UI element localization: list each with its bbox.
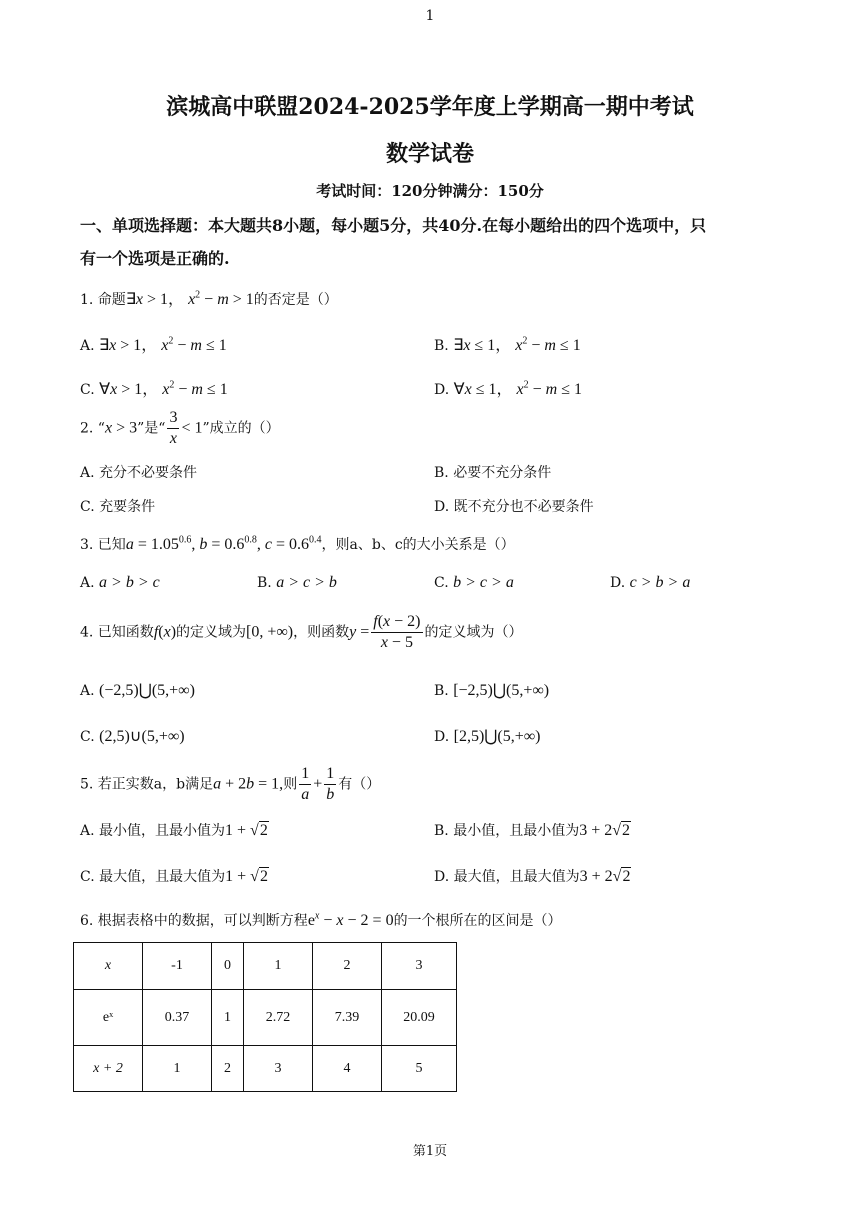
question-1-math: ∃x > 1， $x^2 - m > 1$ — [125, 289, 254, 308]
exam-subject: 数学试卷 — [385, 141, 474, 167]
question-6: 6. 根据表格中的数据，可以判断方程$e^x - x - 2 = 0$的一个根所在的区间是（） — [80, 910, 562, 929]
q5-option-c: C. 最大值，且最大值为1 + √2 — [80, 868, 268, 885]
table-row-x — [74, 943, 457, 990]
table-cell: 2.72 — [244, 990, 313, 1046]
q1-option-d: D. ∀x ≤ 1， $x^2 - m \le 1$ — [434, 379, 582, 398]
q5-option-d: D. 最大值，且最大值为3 + 2√2 — [434, 868, 631, 885]
q3-option-d: D. c > b > a — [610, 574, 691, 591]
table-cell: 1 — [212, 990, 244, 1046]
table-cell: 1 — [244, 943, 313, 990]
q1-option-c: C. ∀x > 1， $x^2 - m \le 1$ — [80, 379, 228, 398]
table-cell: 5 — [382, 1046, 457, 1092]
question-2: 2. “x > 3”是“ $\frac{3}{x}$ < 1”成立的（） — [80, 409, 280, 447]
table-cell: 3 — [244, 1046, 313, 1092]
q2-option-d: D. 既不充分也不必要条件 — [434, 499, 594, 515]
table-cell: 7.39 — [313, 990, 382, 1046]
page-footer: 第1页 — [412, 1144, 448, 1159]
data-table — [73, 942, 457, 1092]
q4-option-c: C. (2,5)∪(5,+∞) — [80, 728, 185, 745]
table-cell: 4 — [313, 1046, 382, 1092]
q1-option-a: A. ∃x > 1， $x^2 - m \le 1$ — [80, 335, 227, 354]
table-cell: 1 — [143, 1046, 212, 1092]
q4-option-b: B. [−2,5)⋃(5,+∞) — [434, 682, 550, 699]
q2-option-c: C. 充要条件 — [80, 499, 156, 515]
section-heading-line2: 有一个选项是正确的. — [80, 249, 230, 268]
question-1-prefix: 1. 命题 — [80, 292, 126, 308]
table-cell: 0 — [212, 943, 244, 990]
q5-option-b: B. 最小值，且最小值为3 + 2√2 — [434, 822, 631, 839]
question-5: 5. 若正实数a，b满足a + 2b = 1,则 $\frac{1}{a}$ + $\frac{1}{b}$ 有（） — [80, 765, 381, 803]
question-1-suffix: 的否定是（） — [253, 292, 338, 308]
q3-option-a: A. a > b > c — [80, 574, 160, 591]
q2-option-a: A. 充分不必要条件 — [80, 465, 198, 481]
q4-option-d: D. [2,5)⋃(5,+∞) — [434, 728, 541, 745]
table-row-ex — [74, 990, 457, 1046]
table-cell: 0.37 — [143, 990, 212, 1046]
question-1 — [80, 286, 338, 309]
exam-time-info: 考试时间：120分钟满分：150分 — [316, 182, 544, 200]
table-cell: 20.09 — [382, 990, 457, 1046]
table-cell: 3 — [382, 943, 457, 990]
table-cell: x + 2 — [74, 1046, 143, 1092]
q5-option-a: A. 最小值，且最小值为1 + √2 — [80, 822, 268, 839]
q2-option-b: B. 必要不充分条件 — [434, 465, 552, 481]
q4-option-a: A. (−2,5)⋃(5,+∞) — [80, 682, 195, 699]
table-cell: 2 — [212, 1046, 244, 1092]
q3-option-c: C. b > c > a — [434, 574, 514, 591]
question-3: 3. 已知$a = 1.05^{0.6}$, $b = 0.6^{0.8}$, $c = 0.6^{0.4}$，则a、b、c的大小关系是（） — [80, 534, 515, 553]
q3-option-b: B. a > c > b — [257, 574, 337, 591]
table-cell: 2 — [313, 943, 382, 990]
q1-option-b: B. ∃x ≤ 1， $x^2 - m \le 1$ — [434, 335, 581, 354]
section-heading-line1: 一、单项选择题：本大题共8小题，每小题5分，共40分.在每小题给出的四个选项中，只 — [80, 216, 707, 235]
table-cell: eˣ — [74, 990, 143, 1046]
table-cell: x — [74, 943, 143, 990]
exam-title: 滨城高中联盟2024-2025学年度上学期高一期中考试 — [166, 94, 694, 120]
table-cell: -1 — [143, 943, 212, 990]
question-4: 4. 已知函数f(x)的定义域为[0, +∞)，则函数y = $\frac{f(x - 2)}{x - 5}$ 的定义域为（） — [80, 613, 523, 651]
page-number: 1 — [425, 8, 435, 24]
table-row-x-plus-2 — [74, 1046, 457, 1092]
